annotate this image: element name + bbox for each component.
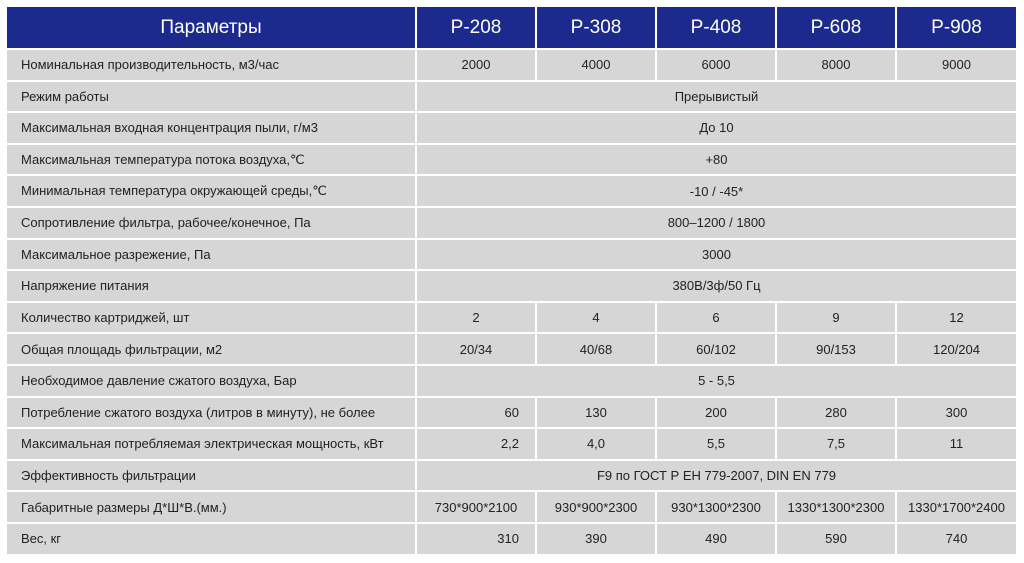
param-label: Минимальная температура окружающей среды,℃ (7, 176, 415, 206)
value-cell: 1330*1300*2300 (777, 492, 895, 522)
spec-table (5, 5, 1018, 556)
table-row (7, 240, 1016, 270)
table-row (7, 271, 1016, 301)
merged-value-cell: 5 - 5,5 (417, 366, 1016, 396)
merged-value-cell: До 10 (417, 113, 1016, 143)
merged-value-cell: 3000 (417, 240, 1016, 270)
param-label: Эффективность фильтрации (7, 461, 415, 491)
spec-table-container (7, 7, 1017, 556)
value-cell: 930*900*2300 (537, 492, 655, 522)
table-row (7, 208, 1016, 238)
value-cell: 11 (897, 429, 1016, 459)
table-row (7, 524, 1016, 554)
value-cell: 4000 (537, 50, 655, 80)
value-cell: 130 (537, 398, 655, 428)
param-label: Режим работы (7, 82, 415, 112)
header-model-p608: Р-608 (777, 7, 895, 48)
value-cell: 7,5 (777, 429, 895, 459)
value-cell: 490 (657, 524, 775, 554)
header-model-p208: Р-208 (417, 7, 535, 48)
value-cell: 20/34 (417, 334, 535, 364)
value-cell: 1330*1700*2400 (897, 492, 1016, 522)
table-row (7, 461, 1016, 491)
value-cell: 730*900*2100 (417, 492, 535, 522)
table-row (7, 176, 1016, 206)
param-label: Максимальное разрежение, Па (7, 240, 415, 270)
table-row (7, 82, 1016, 112)
value-cell: 5,5 (657, 429, 775, 459)
table-row (7, 145, 1016, 175)
table-row (7, 303, 1016, 333)
value-cell: 2 (417, 303, 535, 333)
value-cell: 12 (897, 303, 1016, 333)
param-label: Номинальная производительность, м3/час (7, 50, 415, 80)
value-cell: 60/102 (657, 334, 775, 364)
merged-value-cell: Прерывистый (417, 82, 1016, 112)
table-row (7, 366, 1016, 396)
header-parameters: Параметры (7, 7, 415, 48)
value-cell: 280 (777, 398, 895, 428)
table-row (7, 398, 1016, 428)
value-cell: 590 (777, 524, 895, 554)
value-cell: 4 (537, 303, 655, 333)
value-cell: 90/153 (777, 334, 895, 364)
param-label: Максимальная потребляемая электрическая мощность, кВт (7, 429, 415, 459)
header-model-p908: Р-908 (897, 7, 1016, 48)
value-cell: 6000 (657, 50, 775, 80)
table-row (7, 334, 1016, 364)
header-row (7, 7, 1016, 48)
value-cell: 9000 (897, 50, 1016, 80)
merged-value-cell: F9 по ГОСТ Р ЕН 779-2007, DIN EN 779 (417, 461, 1016, 491)
param-label: Сопротивление фильтра, рабочее/конечное, Па (7, 208, 415, 238)
table-row (7, 429, 1016, 459)
merged-value-cell: -10 / -45* (417, 176, 1016, 206)
value-cell: 40/68 (537, 334, 655, 364)
param-label: Максимальная входная концентрация пыли, г/м3 (7, 113, 415, 143)
value-cell: 740 (897, 524, 1016, 554)
table-row (7, 492, 1016, 522)
param-label: Общая площадь фильтрации, м2 (7, 334, 415, 364)
value-cell: 60 (417, 398, 535, 428)
header-model-p308: Р-308 (537, 7, 655, 48)
value-cell: 300 (897, 398, 1016, 428)
value-cell: 8000 (777, 50, 895, 80)
value-cell: 2000 (417, 50, 535, 80)
param-label: Вес, кг (7, 524, 415, 554)
merged-value-cell: 380В/3ф/50 Гц (417, 271, 1016, 301)
value-cell: 9 (777, 303, 895, 333)
merged-value-cell: +80 (417, 145, 1016, 175)
value-cell: 310 (417, 524, 535, 554)
param-label: Максимальная температура потока воздуха,℃ (7, 145, 415, 175)
value-cell: 930*1300*2300 (657, 492, 775, 522)
header-model-p408: Р-408 (657, 7, 775, 48)
table-row (7, 113, 1016, 143)
table-row (7, 50, 1016, 80)
param-label: Габаритные размеры Д*Ш*В.(мм.) (7, 492, 415, 522)
value-cell: 390 (537, 524, 655, 554)
merged-value-cell: 800–1200 / 1800 (417, 208, 1016, 238)
value-cell: 4,0 (537, 429, 655, 459)
param-label: Потребление сжатого воздуха (литров в минуту), не более (7, 398, 415, 428)
value-cell: 2,2 (417, 429, 535, 459)
param-label: Количество картриджей, шт (7, 303, 415, 333)
value-cell: 120/204 (897, 334, 1016, 364)
param-label: Напряжение питания (7, 271, 415, 301)
param-label: Необходимое давление сжатого воздуха, Бар (7, 366, 415, 396)
value-cell: 200 (657, 398, 775, 428)
value-cell: 6 (657, 303, 775, 333)
